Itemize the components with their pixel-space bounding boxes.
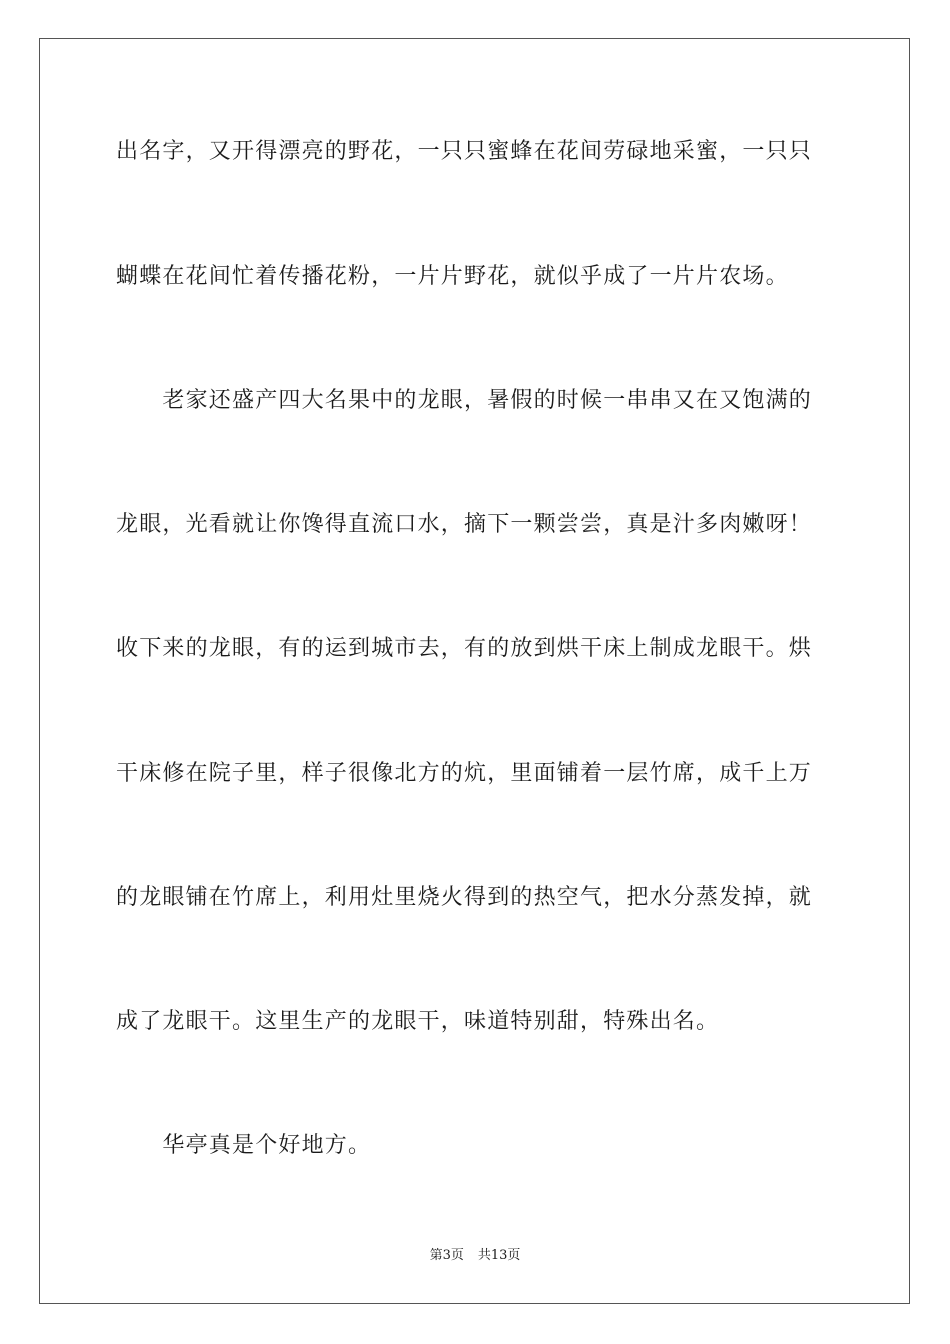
text-line: 收下来的龙眼，有的运到城市去，有的放到烘干床上制成龙眼干。烘 (116, 636, 813, 661)
page-footer (0, 1247, 950, 1265)
text-line: 华亭真是个好地方。 (116, 1133, 372, 1158)
text-line: 的龙眼铺在竹席上，利用灶里烧火得到的热空气，把水分蒸发掉，就 (116, 885, 813, 910)
page-total: 共13页 (477, 1248, 521, 1263)
text-line: 老家还盛产四大名果中的龙眼，暑假的时候一串串又在又饱满的 (116, 388, 813, 413)
text-line: 干床修在院子里，样子很像北方的炕，里面铺着一层竹席，成千上万 (116, 761, 813, 786)
page-number: 第3页 (429, 1248, 464, 1263)
text-line: 蝴蝶在花间忙着传播花粉，一片片野花，就似乎成了一片片农场。 (116, 264, 789, 289)
text-line: 成了龙眼干。这里生产的龙眼干，味道特别甜，特殊出名。 (116, 1009, 720, 1034)
page-border (39, 38, 910, 1304)
text-line: 出名字，又开得漂亮的野花，一只只蜜蜂在花间劳碌地采蜜，一只只 (116, 139, 813, 164)
text-line: 龙眼，光看就让你馋得直流口水，摘下一颗尝尝，真是汁多肉嫩呀！ (116, 512, 813, 537)
